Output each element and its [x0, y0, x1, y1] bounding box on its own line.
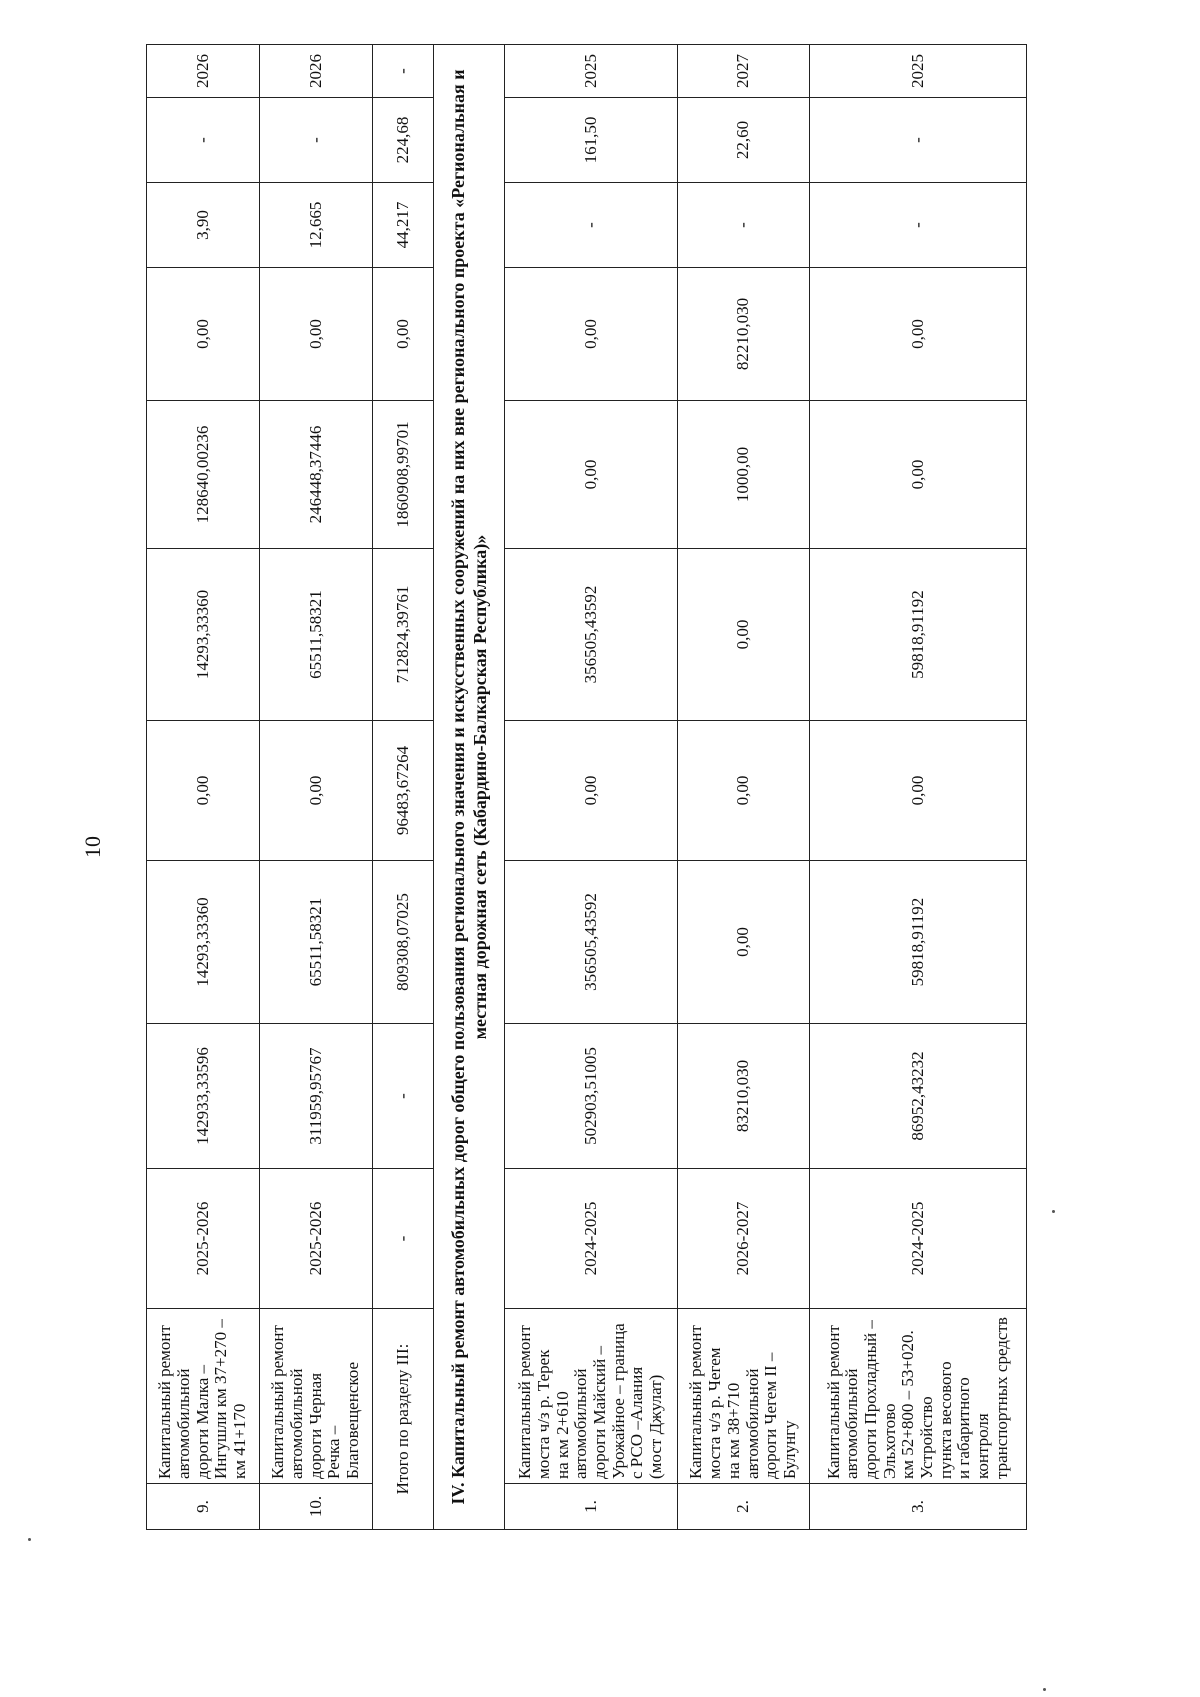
object-name-text: Капитальный ремонт автомобильной дороги Черная Речка – Благовещенское: [268, 1325, 363, 1479]
row-number: 3.: [810, 1484, 1027, 1530]
value-cell: 0,00: [678, 549, 810, 721]
value-cell: 83210,030: [678, 1024, 810, 1169]
value-cell: 0,00: [678, 861, 810, 1024]
section-heading-row: [434, 45, 505, 1530]
value-cell: 86952,43232: [810, 1024, 1027, 1169]
row-number: 10.: [260, 1484, 373, 1530]
period-cell: 2024-2025: [505, 1169, 678, 1309]
period-cell: 2025-2026: [147, 1169, 260, 1309]
value-cell: 0,00: [147, 721, 260, 861]
value-cell: 1860908,99701: [373, 401, 434, 549]
object-name-text: Капитальный ремонт моста ч/з р. Терек на км 2+610 автомобильной дороги Майский – Урожайное – граница с РСО –Алания (мост Джулат): [515, 1323, 666, 1479]
value-cell: 224,68: [373, 98, 434, 183]
row-number: 1.: [505, 1484, 678, 1530]
value-cell: 22,60: [678, 98, 810, 183]
value-cell: -: [260, 98, 373, 183]
value-cell: 128640,00236: [147, 401, 260, 549]
value-cell: -: [373, 1024, 434, 1169]
period-cell: 2026-2027: [678, 1169, 810, 1309]
period-cell: -: [373, 1169, 434, 1309]
row-number: 9.: [147, 1484, 260, 1530]
object-name-text: Капитальный ремонт автомобильной дороги Малка – Ингушли км 37+270 – км 41+170: [155, 1319, 250, 1479]
value-cell: 356505,43592: [505, 549, 678, 721]
value-cell: 1000,00: [678, 401, 810, 549]
value-cell: 0,00: [505, 268, 678, 401]
value-cell: -: [810, 183, 1027, 268]
row-number: 2.: [678, 1484, 810, 1530]
value-cell: 65511,58321: [260, 549, 373, 721]
object-name: [810, 1309, 1027, 1484]
value-cell: 0,00: [260, 721, 373, 861]
value-cell: 0,00: [505, 721, 678, 861]
value-cell: 712824,39761: [373, 549, 434, 721]
scan-speck: [1052, 1210, 1055, 1213]
scan-speck: [28, 1538, 31, 1541]
period-cell: 2024-2025: [810, 1169, 1027, 1309]
table-row: [810, 45, 1027, 1530]
value-cell: 96483,67264: [373, 721, 434, 861]
value-cell: 246448,37446: [260, 401, 373, 549]
object-name: [678, 1309, 810, 1484]
value-cell: 0,00: [678, 721, 810, 861]
page-number: 10: [80, 836, 105, 858]
year-cell: -: [373, 45, 434, 98]
object-name: [505, 1309, 678, 1484]
value-cell: 14293,33360: [147, 549, 260, 721]
value-cell: 0,00: [810, 721, 1027, 861]
scan-speck: [1043, 1688, 1046, 1691]
value-cell: -: [505, 183, 678, 268]
value-cell: 356505,43592: [505, 861, 678, 1024]
value-cell: 65511,58321: [260, 861, 373, 1024]
table-row: [678, 45, 810, 1530]
value-cell: 59818,91192: [810, 549, 1027, 721]
value-cell: -: [810, 98, 1027, 183]
year-cell: 2026: [260, 45, 373, 98]
section-4-title: IV. Капитальный ремонт автомобильных дорог общего пользования регионального значения и искусственных сооружений на них вне регионального проекта «Региональная и местная дорожная сеть (Кабардино-Балкарская Республика)»: [434, 45, 505, 1530]
table-row: [147, 45, 260, 1530]
value-cell: 161,50: [505, 98, 678, 183]
value-cell: 0,00: [260, 268, 373, 401]
total-label: Итого по разделу III:: [373, 1309, 434, 1530]
value-cell: 142933,33596: [147, 1024, 260, 1169]
value-cell: 14293,33360: [147, 861, 260, 1024]
object-name: [260, 1309, 373, 1484]
period-cell: 2025-2026: [260, 1169, 373, 1309]
rotated-table-wrapper: [146, 45, 1076, 1530]
capital-repair-table: [146, 44, 1027, 1530]
value-cell: 502903,51005: [505, 1024, 678, 1169]
value-cell: -: [147, 98, 260, 183]
year-cell: 2025: [505, 45, 678, 98]
value-cell: -: [678, 183, 810, 268]
value-cell: 3,90: [147, 183, 260, 268]
table-row: [505, 45, 678, 1530]
total-row: [373, 45, 434, 1530]
year-cell: 2027: [678, 45, 810, 98]
value-cell: 0,00: [810, 268, 1027, 401]
value-cell: 44,217: [373, 183, 434, 268]
value-cell: 311959,95767: [260, 1024, 373, 1169]
value-cell: 809308,07025: [373, 861, 434, 1024]
value-cell: 0,00: [147, 268, 260, 401]
value-cell: 82210,030: [678, 268, 810, 401]
value-cell: 0,00: [373, 268, 434, 401]
value-cell: 0,00: [810, 401, 1027, 549]
year-cell: 2025: [810, 45, 1027, 98]
value-cell: 0,00: [505, 401, 678, 549]
object-name-text: Капитальный ремонт моста ч/з р. Чегем на км 38+710 автомобильной дороги Чегем II – Булунгу: [686, 1325, 799, 1479]
object-name: [147, 1309, 260, 1484]
year-cell: 2026: [147, 45, 260, 98]
value-cell: 59818,91192: [810, 861, 1027, 1024]
value-cell: 12,665: [260, 183, 373, 268]
object-name-text: Капитальный ремонт автомобильной дороги Прохладный – Эльхотово км 52+800 – 53+020. Устройство пункта весового и габаритного контроля транспортных средств: [823, 1317, 1011, 1479]
table-row: [260, 45, 373, 1530]
